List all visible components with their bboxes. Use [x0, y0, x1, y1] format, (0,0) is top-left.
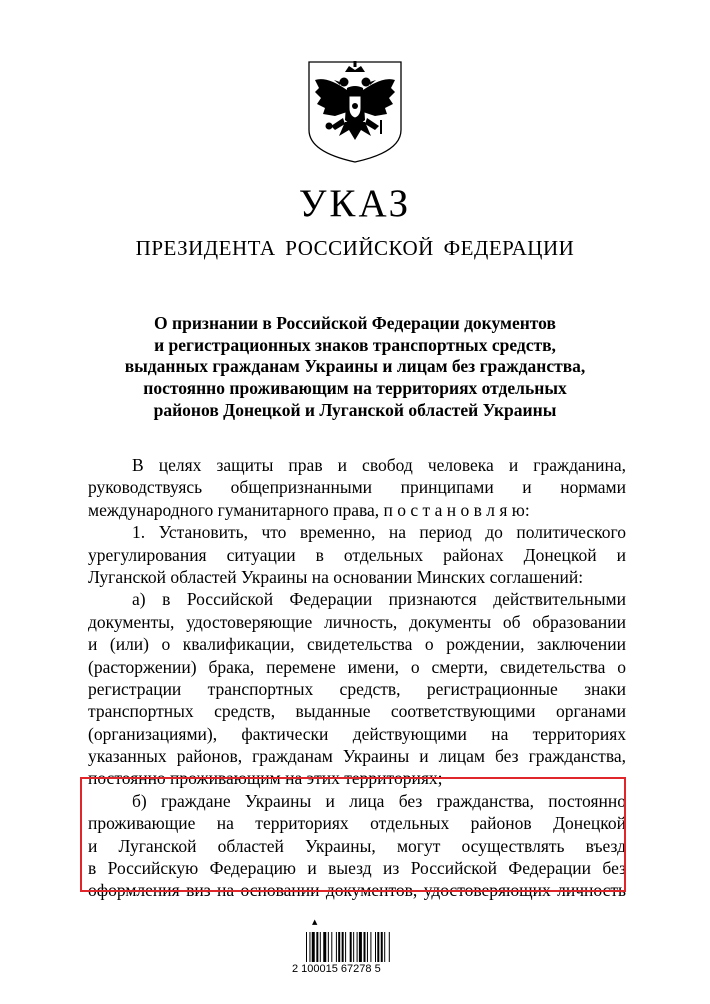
decree-heading: [90, 313, 620, 422]
body-line: В целях защиты прав и свобод человека и гражданина,: [132, 455, 626, 475]
body-line: постоянно проживающим на этих территориях;: [88, 768, 443, 789]
body-line: и Луганской областей Украины, могут осуществлять въезд: [88, 835, 626, 856]
document-subtitle: ПРЕЗИДЕНТА РОССИЙСКОЙ ФЕДЕРАЦИИ: [135, 236, 575, 260]
decree-body: [88, 454, 626, 902]
body-line: документы, удостоверяющие личность, документы об образовании: [88, 611, 626, 632]
body-line: Луганской областей Украины на основании Минских соглашений:: [88, 566, 584, 587]
body-line: оформления виз на основании документов, удостоверяющих личность: [88, 880, 626, 901]
body-line: в Российскую Федерацию и выезд из Российской Федерации без: [88, 858, 626, 879]
coat-of-arms-emblem: [307, 60, 403, 164]
body-line: и (или) о квалификации, свидетельства о рождении, заключении: [88, 634, 626, 655]
body-line: руководствуясь общепризнанными принципами и нормами: [88, 477, 626, 498]
body-line: 1. Установить, что временно, на период до политического: [132, 522, 626, 543]
svg-text:▲: ▲: [312, 918, 318, 926]
heading-line: О признании в Российской Федерации документов: [154, 313, 556, 333]
body-line: (расторжении) брака, перемене имени, о смерти, свидетельства о: [88, 656, 626, 677]
body-line: (организациями), фактически действующими на территориях: [88, 723, 626, 744]
barcode-digits: 2 100015 67278 5: [292, 963, 381, 975]
body-line: урегулирования ситуации в отдельных районах Донецкой и: [88, 544, 626, 565]
body-line: регистрации транспортных средств, регистрационные знаки: [88, 678, 626, 699]
heading-line: постоянно проживающим на территориях отдельных: [143, 378, 567, 399]
heading-line: районов Донецкой и Луганской областей Украины: [153, 399, 557, 420]
body-line: транспортных средств, выданные соответствующими органами: [88, 701, 626, 722]
heading-line: выданных гражданам Украины и лицам без гражданства,: [124, 356, 586, 377]
heading-line: и регистрационных знаков транспортных средств,: [154, 334, 556, 355]
body-line: международного гуманитарного права, п о с т а н о в л я ю:: [88, 499, 530, 520]
document-title: УКАЗ: [298, 182, 412, 225]
body-line: а) в Российской Федерации признаются действительными: [132, 589, 626, 610]
body-line: б) граждане Украины и лица без гражданства, постоянно: [132, 790, 626, 811]
body-line: указанных районов, гражданам Украины и лицам без гражданства,: [88, 746, 626, 767]
body-line: проживающие на территориях отдельных районов Донецкой: [88, 813, 626, 834]
